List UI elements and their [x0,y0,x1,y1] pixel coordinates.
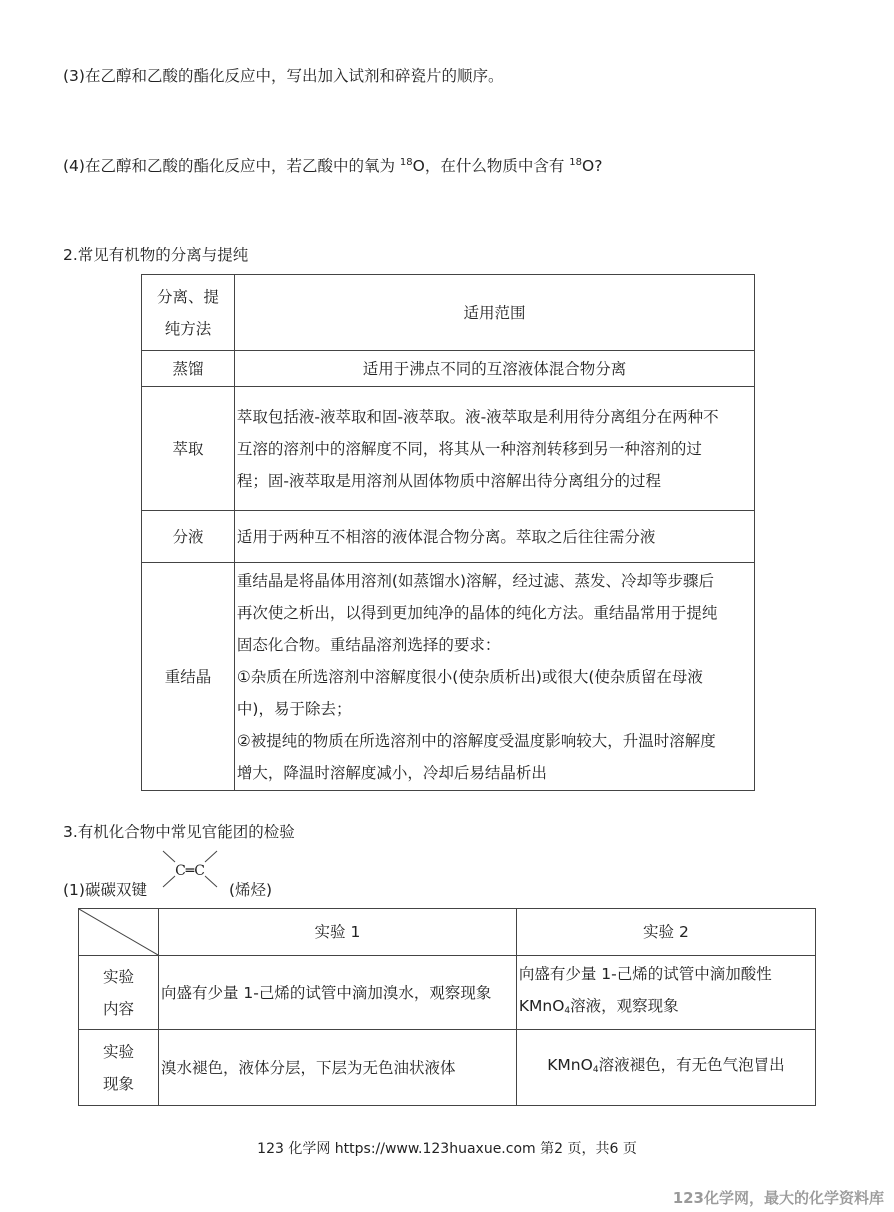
method-cell: 分液 [142,511,235,563]
exp2-content [516,956,815,1030]
method-cell: 重结晶 [142,563,235,791]
isotope-mass-1: 18 [399,157,413,168]
desc-cell: 适用于两种互不相溶的液体混合物分离。萃取之后往往需分液 [234,511,754,563]
question-4-text-b: O，在什么物质中含有 [412,157,570,175]
test-table-header [79,909,816,956]
question-4 [63,154,602,176]
formula-text: KMnO [518,997,565,1015]
desc-line: 增大，降温时溶解度减小，冷却后易结晶析出 [236,763,547,782]
section-2-title: 2.常见有机物的分离与提纯 [63,246,249,264]
question-4-text-a: (4)在乙醇和乙酸的酯化反应中，若乙酸中的氧为 [63,157,400,175]
formula-subscript: 4 [592,1065,599,1075]
separation-table [141,274,755,791]
row-label-line2: 现象 [102,1074,134,1093]
desc-line: 程；固-液萃取是用溶剂从固体物质中溶解出待分离组分的过程 [236,471,661,490]
exp2-content-rest: 溶液，观察现象 [570,997,679,1015]
row-label [79,956,159,1030]
alkene-test-table [78,908,816,1106]
watermark: 123化学网，最大的化学资料库 [672,1189,884,1207]
desc-cell [234,563,754,791]
exp1-observation: 溴水褪色，液体分层，下层为无色油状液体 [159,1030,517,1106]
desc-line: ①杂质在所选溶剂中溶解度很小(使杂质析出)或很大(使杂质留在母液 [236,667,703,686]
formula-subscript: 4 [564,1006,571,1016]
page-footer: 123 化学网 https://www.123huaxue.com 第2 页，共6 页 [257,1141,637,1157]
alkene-formula: C═C [175,863,205,879]
row-label-line1: 实验 [102,1042,134,1061]
header-method-line2: 纯方法 [164,319,212,338]
question-3: (3)在乙醇和乙酸的酯化反应中，写出加入试剂和碎瓷片的顺序。 [63,67,504,85]
row-label [79,1030,159,1106]
section-3-title: 3.有机化合物中常见官能团的检验 [63,823,295,841]
exp2-content-line1: 向盛有少量 1-己烯的试管中滴加酸性 [518,965,772,983]
exp1-content: 向盛有少量 1-己烯的试管中滴加溴水，观察现象 [159,956,517,1030]
alkene-structure-diagram [155,848,225,894]
desc-line: 互溶的溶剂中的溶解度不同，将其从一种溶剂转移到另一种溶剂的过 [236,439,702,458]
row-label-line1: 实验 [102,967,134,986]
row-label-line2: 内容 [102,999,134,1018]
method-cell: 蒸馏 [142,351,235,387]
header-experiment-1: 实验 1 [159,909,517,956]
isotope-mass-2: 18 [569,157,582,168]
question-4-text-c: O? [582,157,603,175]
desc-line: 重结晶是将晶体用溶剂(如蒸馏水)溶解，经过滤、蒸发、冷却等步骤后 [236,571,714,590]
diagonal-header-cell [79,909,159,956]
desc-line: 再次使之析出，以得到更加纯净的晶体的纯化方法。重结晶常用于提纯 [236,603,718,622]
formula-text: KMnO [547,1056,593,1074]
table-row [142,511,755,563]
desc-cell [234,387,754,511]
desc-line: ②被提纯的物质在所选溶剂中的溶解度受温度影响较大，升温时溶解度 [236,731,716,750]
table-row [79,956,816,1030]
method-cell: 萃取 [142,387,235,511]
desc-line: 中)，易于除去； [236,699,352,718]
header-method-line1: 分离、提 [156,287,219,306]
desc-line: 萃取包括液-液萃取和固-液萃取。液-液萃取是利用待分离组分在两种不 [236,407,719,426]
desc-line: 固态化合物。重结晶溶剂选择的要求： [236,635,501,654]
exp2-observation [516,1030,815,1106]
exp2-observation-rest: 溶液褪色，有无色气泡冒出 [598,1056,785,1074]
sub1-suffix: (烯烃) [229,881,273,899]
table-row [142,563,755,791]
table-row [142,351,755,387]
header-experiment-2: 实验 2 [516,909,815,956]
sub1-label: (1)碳碳双键 [63,881,147,899]
table-row [142,387,755,511]
table-row [79,1030,816,1106]
desc-cell: 适用于沸点不同的互溶液体混合物分离 [234,351,754,387]
diagonal-line [79,909,158,955]
header-method [142,275,235,351]
exp2-content-line2 [519,990,813,1027]
separation-table-header [142,275,755,351]
header-scope: 适用范围 [234,275,754,351]
